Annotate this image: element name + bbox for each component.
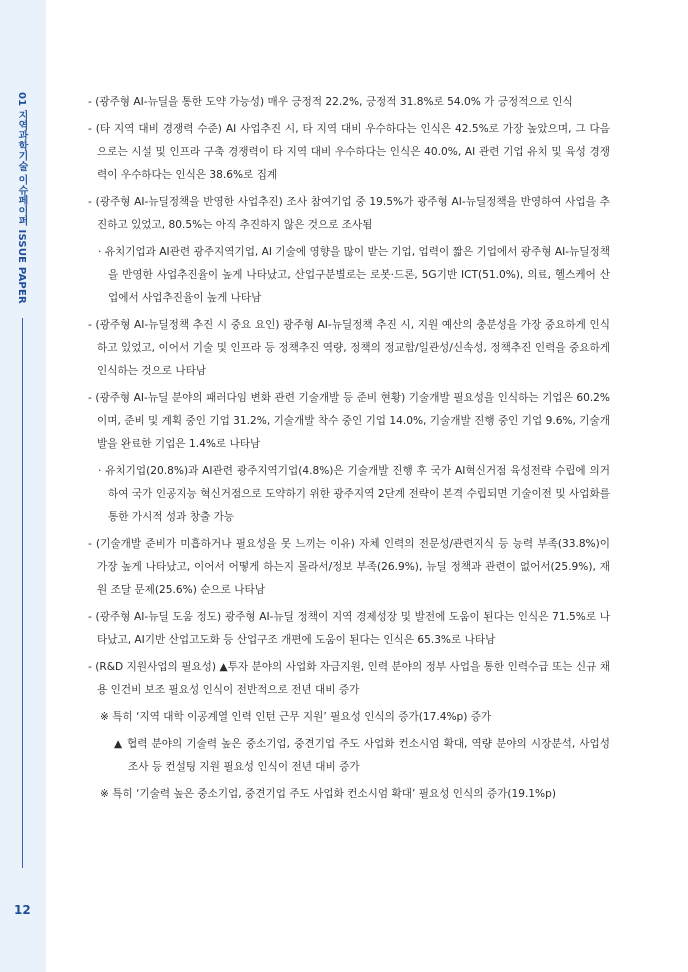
page-number: 12 bbox=[14, 903, 31, 917]
paragraph-doyak: - (광주형 AI-뉴딜을 통한 도약 가능성) 매우 긍정적 22.2%, 긍정적 31.8%로 54.0% 가 긍정적으로 인식 bbox=[88, 96, 573, 108]
paragraph-cooperation: ▲ 협력 분야의 기술력 높은 중소기업, 중견기업 주도 사업화 컨소시엄 확대, 역량 분야의 시장분석, 사업성 조사 등 컨설팅 지원 필요성 인식이 전년 대비 증가 bbox=[114, 738, 610, 773]
sidebar-band bbox=[0, 0, 46, 972]
paragraph-key-factors: - (광주형 AI-뉴딜정책 추진 시 중요 요인) 광주형 AI-뉴딜정책 추진 시, 지원 예산의 충분성을 가장 중요하게 인식하고 있었고, 이어서 기술 및 인프라 등 정책추진 역량, 정책의 정교함/일관성/신속성, 정책추진 인력을 중요하게 인식하는 것으로 나타남 bbox=[88, 319, 610, 377]
paragraph-business-promotion: - (광주형 AI-뉴딜정책을 반영한 사업추진) 조사 참여기업 중 19.5%가 광주형 AI-뉴딜정책을 반영하여 사업을 추진하고 있었고, 80.5%는 아직 추진하지 않은 것으로 조사됨 bbox=[88, 196, 610, 231]
paragraph-helpfulness: - (광주형 AI-뉴딜 도움 정도) 광주형 AI-뉴딜 정책이 지역 경제성장 및 발전에 도움이 된다는 인식은 71.5%로 나타났고, AI기반 산업고도화 등 산업구조 개편에 도움이 된다는 인식은 65.3%로 나타남 bbox=[88, 611, 610, 646]
sidebar-divider-line bbox=[22, 318, 23, 868]
note-intern-support: ※ 특히 ‘지역 대학 이공계열 인력 인턴 근무 지원’ 필요성 인식의 증가(17.4%p) 증가 bbox=[100, 711, 492, 723]
paragraph-tech-readiness: - (광주형 AI-뉴딜 분야의 패러다임 변화 관련 기술개발 등 준비 현황) 기술개발 필요성을 인식하는 기업은 60.2%이며, 준비 및 계획 중인 기업 31.2%, 기술개발 착수 중인 기업 14.0%, 기술개발 진행 중인 기업 9.6%, 기술개발을 완료한 기업은 1.4%로 나타남 bbox=[88, 392, 610, 450]
document-body bbox=[88, 91, 610, 810]
paragraph-promotion-detail: · 유치기업과 AI관련 광주지역기업, AI 기술에 영향을 많이 받는 기업, 업력이 짧은 기업에서 광주형 AI-뉴딜정책을 반영한 사업추진율이 높게 나타났고, 산업구분별로는 로봇·드론, 5G기반 ICT(51.0%), 의료, 헬스케어 산업에서 사업추진율이 높게 나타남 bbox=[98, 246, 610, 304]
paragraph-competitiveness: - (타 지역 대비 경쟁력 수준) AI 사업추진 시, 타 지역 대비 우수하다는 인식은 42.5%로 가장 높았으며, 그 다음으로는 시설 및 인프라 구축 경쟁력이 타 지역 대비 우수하다는 인식은 40.0%, AI 관련 기업 유치 및 육성 경쟁력이 우수하다는 인식은 38.6%로 집계 bbox=[88, 123, 610, 181]
paragraph-tech-readiness-detail: · 유치기업(20.8%)과 AI관련 광주지역기업(4.8%)은 기술개발 진행 후 국가 AI혁신거점 육성전략 수립에 의거하여 국가 인공지능 혁신거점으로 도약하기 위한 광주지역 2단계 전략이 본격 수립되면 기술이전 및 사업화를 통한 가시적 성과 창출 가능 bbox=[98, 465, 610, 523]
paragraph-unprepared-reasons: - (기술개발 준비가 미흡하거나 필요성을 못 느끼는 이유) 자체 인력의 전문성/관련지식 등 능력 부족(33.8%)이 가장 높게 나타났고, 이어서 어떻게 하는지 몰라서/정보 부족(26.9%), 뉴딜 정책과 관련이 없어서(25.9%), 재원 조달 문제(25.6%) 순으로 나타남 bbox=[88, 538, 610, 596]
note-consortium: ※ 특히 ‘기술력 높은 중소기업, 중견기업 주도 사업화 컨소시엄 확대’ 필요성 인식의 증가(19.1%p) bbox=[100, 788, 556, 800]
sidebar-issue-label: 01 지역과학기술 이슈페이퍼 ISSUE PAPER bbox=[16, 92, 27, 304]
paragraph-rnd-necessity: - (R&D 지원사업의 필요성) ▲투자 분야의 사업화 자금지원, 인력 분야의 정부 사업을 통한 인력수급 또는 신규 채용 인건비 보조 필요성 인식이 전반적으로 전년 대비 증가 bbox=[88, 661, 610, 696]
